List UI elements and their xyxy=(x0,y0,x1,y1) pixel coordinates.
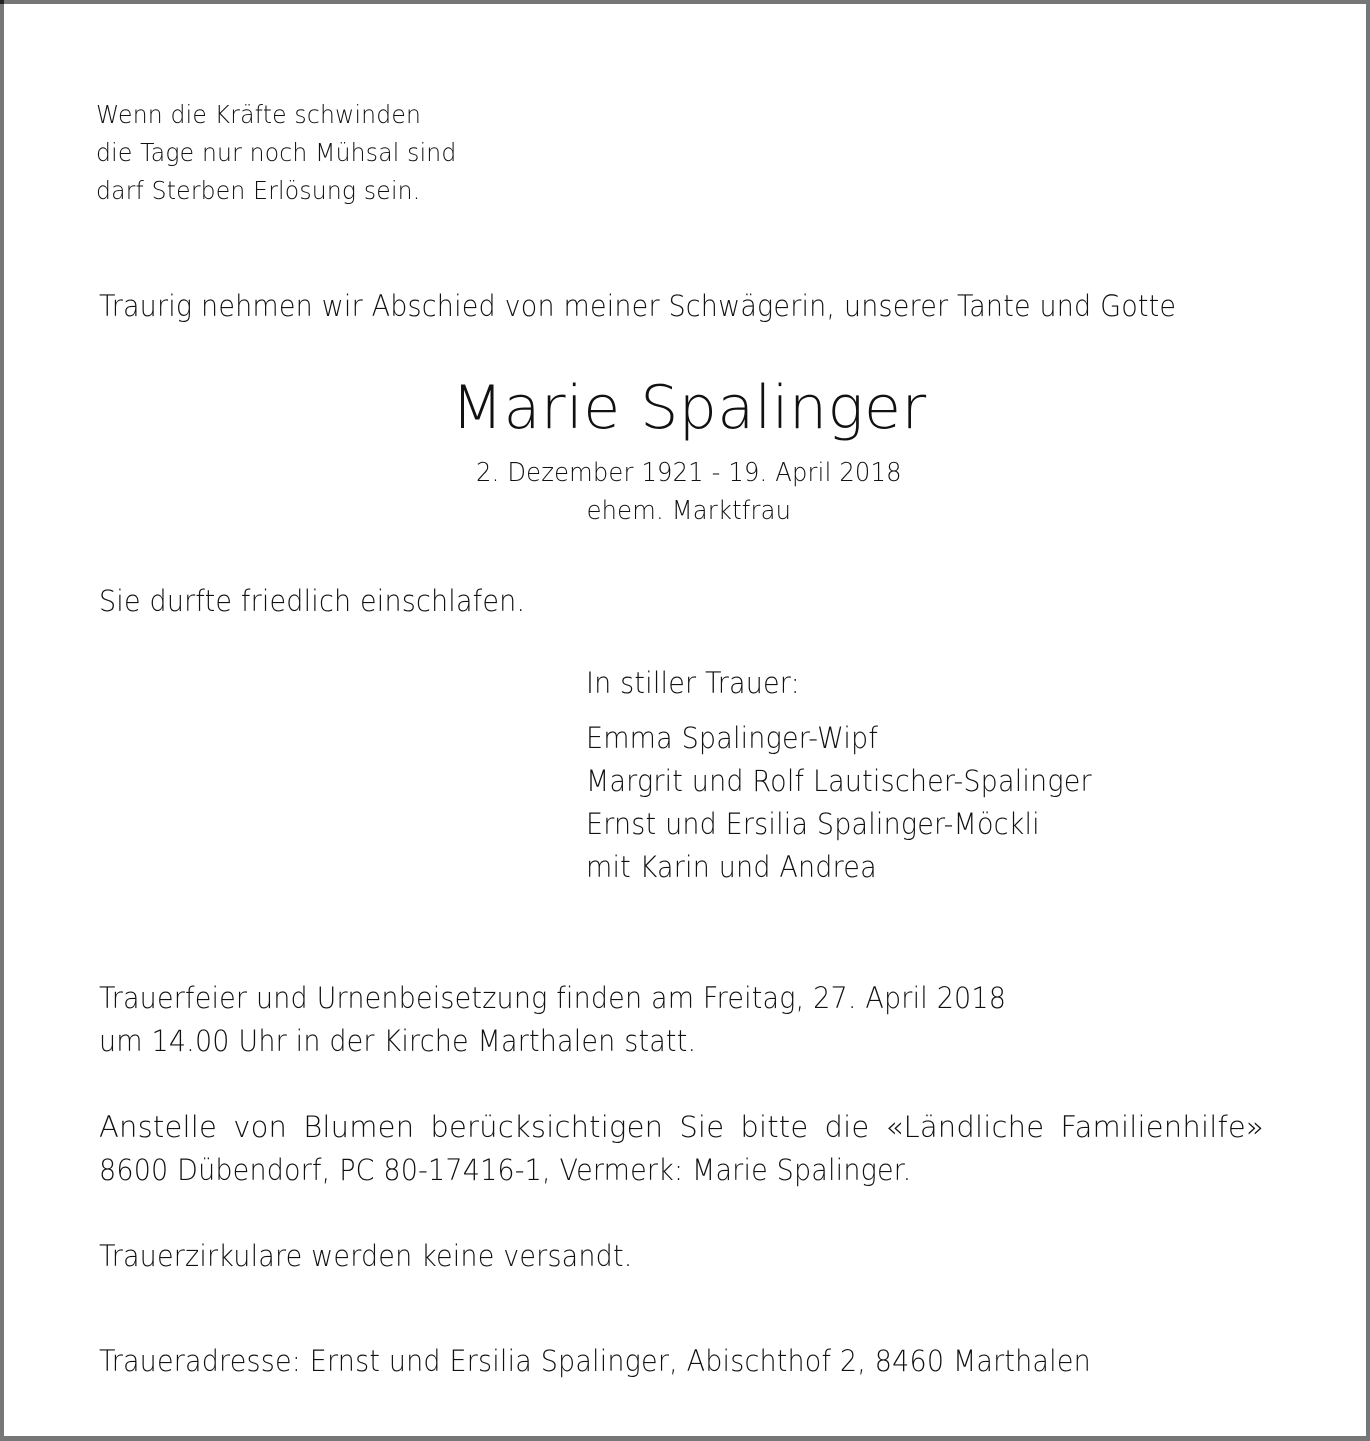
intro-text: Traurig nehmen wir Abschied von meiner Schwägerin, unserer Tante und Gotte xyxy=(99,289,1177,323)
mourning-address: Traueradresse: Ernst und Ersilia Spalinger, Abischthof 2, 8460 Marthalen xyxy=(99,1344,1091,1378)
ceremony-info xyxy=(99,977,1006,1063)
donation-word: Blumen xyxy=(303,1110,415,1144)
occupation: ehem. Marktfrau xyxy=(586,496,792,526)
mourner-name: Margrit und Rolf Lautischer-Spalinger xyxy=(586,764,1092,798)
ceremony-line: um 14.00 Uhr in der Kirche Marthalen statt. xyxy=(99,1024,697,1058)
donation-word: berücksichtigen xyxy=(430,1110,664,1144)
peaceful-note: Sie durfte friedlich einschlafen. xyxy=(99,584,526,618)
verse-line: Wenn die Kräfte schwinden xyxy=(96,100,422,129)
donation-account-line: 8600 Dübendorf, PC 80-17416-1, Vermerk: Marie Spalinger. xyxy=(99,1153,912,1187)
donation-word: Anstelle xyxy=(99,1110,218,1144)
verse-line: die Tage nur noch Mühsal sind xyxy=(96,138,457,167)
deceased-name: Marie Spalinger xyxy=(451,373,927,443)
donation-word: Sie xyxy=(679,1110,725,1144)
donation-line-justified xyxy=(99,1106,1264,1149)
verse xyxy=(96,96,456,210)
donation-word: die xyxy=(824,1110,870,1144)
deceased-details xyxy=(4,454,1370,530)
donation-word: bitte xyxy=(740,1110,809,1144)
donation-word: von xyxy=(233,1110,288,1144)
mourner-name: Ernst und Ersilia Spalinger-Möckli xyxy=(586,807,1040,841)
mourners-label: In stiller Trauer: xyxy=(586,666,800,700)
verse-line: darf Sterben Erlösung sein. xyxy=(96,176,421,205)
donation-word: Familienhilfe» xyxy=(1060,1110,1264,1144)
mourner-name: mit Karin und Andrea xyxy=(586,850,877,884)
ceremony-line: Trauerfeier und Urnenbeisetzung finden am Freitag, 27. April 2018 xyxy=(99,981,1007,1015)
mourners-list xyxy=(586,717,1092,889)
donation-word: «Ländliche xyxy=(885,1110,1045,1144)
donation-info xyxy=(99,1106,1264,1192)
circulars-note: Trauerzirkulare werden keine versandt. xyxy=(99,1239,633,1273)
mourner-name: Emma Spalinger-Wipf xyxy=(586,721,879,755)
life-dates: 2. Dezember 1921 - 19. April 2018 xyxy=(476,458,902,488)
